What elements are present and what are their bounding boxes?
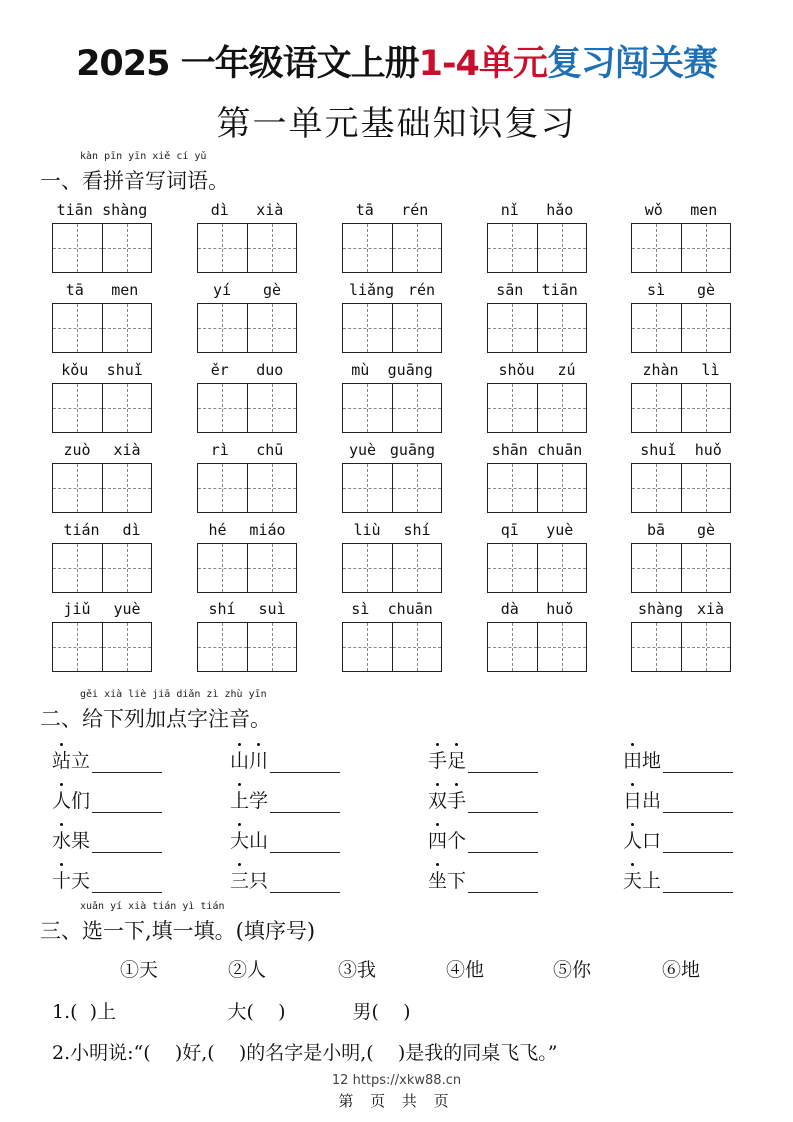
writing-boxes[interactable] bbox=[487, 543, 587, 593]
pinyin-syllable: tā bbox=[65, 281, 84, 299]
answer-blank[interactable] bbox=[270, 874, 340, 893]
writing-boxes[interactable] bbox=[342, 223, 442, 273]
pinyin-syllable: liù bbox=[353, 521, 381, 539]
pinyin-label bbox=[487, 600, 587, 618]
title-part3: 复习闯关赛 bbox=[546, 44, 717, 84]
pinyin-label bbox=[342, 281, 442, 299]
pinyin-label bbox=[631, 441, 731, 459]
writing-box[interactable] bbox=[198, 224, 248, 272]
word-char: 们 bbox=[71, 790, 91, 812]
answer-blank[interactable] bbox=[663, 794, 733, 813]
pinyin-syllable: men bbox=[690, 201, 718, 219]
writing-boxes[interactable] bbox=[631, 622, 731, 672]
writing-box[interactable] bbox=[248, 544, 297, 592]
word-char: 手 bbox=[447, 786, 466, 813]
word-item bbox=[623, 866, 733, 893]
writing-box[interactable] bbox=[53, 464, 103, 512]
pinyin-syllable: mù bbox=[351, 361, 370, 379]
writing-boxes[interactable] bbox=[197, 383, 297, 433]
word-char: 大 bbox=[230, 826, 249, 853]
writing-box[interactable] bbox=[53, 384, 103, 432]
pinyin-syllable: yí bbox=[212, 281, 232, 299]
pinyin-syllable: sì bbox=[646, 281, 666, 299]
pinyin-label bbox=[487, 281, 587, 299]
writing-box[interactable] bbox=[393, 304, 442, 352]
word-char: 川 bbox=[249, 746, 268, 773]
pinyin-syllable: nǐ bbox=[500, 201, 519, 219]
writing-box[interactable] bbox=[682, 623, 731, 671]
pinyin-label bbox=[197, 361, 297, 379]
pinyin-syllable: suì bbox=[258, 600, 286, 618]
pinyin-syllable: hé bbox=[208, 521, 227, 539]
pinyin-syllable: shàng bbox=[637, 600, 684, 618]
footer-page: 第 页 共 页 bbox=[338, 1092, 455, 1110]
writing-box[interactable] bbox=[198, 544, 248, 592]
pinyin-syllable: hǎo bbox=[546, 201, 574, 219]
pinyin-syllable: gè bbox=[262, 281, 282, 299]
pinyin-syllable: rì bbox=[210, 441, 229, 459]
writing-box[interactable] bbox=[538, 464, 587, 512]
writing-box[interactable] bbox=[488, 384, 538, 432]
pinyin-label bbox=[631, 521, 731, 539]
word-item bbox=[428, 786, 538, 813]
word-item bbox=[623, 746, 733, 773]
writing-box[interactable] bbox=[343, 224, 393, 272]
writing-boxes[interactable] bbox=[631, 383, 731, 433]
answer-blank[interactable] bbox=[468, 874, 538, 893]
writing-box[interactable] bbox=[103, 464, 152, 512]
pinyin-syllable: men bbox=[111, 281, 139, 299]
writing-box[interactable] bbox=[198, 384, 248, 432]
writing-boxes[interactable] bbox=[487, 463, 587, 513]
pinyin-label bbox=[197, 441, 297, 459]
writing-box[interactable] bbox=[538, 623, 587, 671]
section1-heading: 一、看拼音写词语。 bbox=[40, 169, 229, 193]
word-char: 人 bbox=[52, 786, 71, 813]
pinyin-syllable: miáo bbox=[249, 521, 286, 539]
writing-box[interactable] bbox=[393, 464, 442, 512]
writing-box[interactable] bbox=[632, 304, 682, 352]
question-1 bbox=[52, 997, 411, 1024]
answer-blank[interactable] bbox=[92, 834, 162, 853]
pinyin-syllable: shuǐ bbox=[106, 361, 143, 379]
writing-box[interactable] bbox=[488, 224, 538, 272]
pinyin-syllable: jiǔ bbox=[63, 600, 91, 618]
word-char: 个 bbox=[447, 830, 467, 852]
word-char: 水 bbox=[52, 826, 71, 853]
word-char: 上 bbox=[230, 786, 249, 813]
pinyin-syllable: yuè bbox=[546, 521, 574, 539]
pinyin-label bbox=[197, 201, 297, 219]
writing-box[interactable] bbox=[393, 384, 442, 432]
writing-box[interactable] bbox=[343, 304, 393, 352]
writing-box[interactable] bbox=[103, 304, 152, 352]
word-item bbox=[230, 866, 340, 893]
pinyin-syllable: huǒ bbox=[546, 600, 574, 618]
word-char: 学 bbox=[249, 790, 269, 812]
writing-boxes[interactable] bbox=[631, 223, 731, 273]
section2-ruby: gěi xià liè jiā diǎn zì zhù yīn bbox=[80, 689, 267, 700]
pinyin-syllable: guāng bbox=[389, 441, 436, 459]
option-item: ⑥地 bbox=[662, 959, 701, 981]
pinyin-label bbox=[52, 361, 152, 379]
writing-boxes[interactable] bbox=[52, 463, 152, 513]
writing-boxes[interactable] bbox=[197, 543, 297, 593]
pinyin-syllable: tián bbox=[63, 521, 100, 539]
pinyin-label bbox=[342, 441, 442, 459]
writing-box[interactable] bbox=[53, 623, 103, 671]
writing-box[interactable] bbox=[198, 304, 248, 352]
answer-blank[interactable] bbox=[468, 834, 538, 853]
writing-box[interactable] bbox=[198, 623, 248, 671]
page-subtitle: 第一单元基础知识复习 bbox=[216, 104, 577, 144]
pinyin-syllable: zú bbox=[557, 361, 576, 379]
pinyin-syllable: chū bbox=[256, 441, 284, 459]
pinyin-label bbox=[52, 521, 152, 539]
writing-boxes[interactable] bbox=[52, 622, 152, 672]
writing-box[interactable] bbox=[103, 384, 152, 432]
word-char: 双 bbox=[428, 786, 447, 813]
writing-box[interactable] bbox=[682, 544, 731, 592]
word-item bbox=[428, 826, 538, 853]
pinyin-syllable: shí bbox=[208, 600, 236, 618]
writing-box[interactable] bbox=[248, 304, 297, 352]
writing-boxes[interactable] bbox=[52, 303, 152, 353]
word-item bbox=[52, 826, 162, 853]
writing-box[interactable] bbox=[198, 464, 248, 512]
pinyin-syllable: shí bbox=[403, 521, 431, 539]
page-title bbox=[0, 36, 793, 86]
pinyin-label bbox=[197, 600, 297, 618]
writing-boxes[interactable] bbox=[342, 543, 442, 593]
answer-blank[interactable] bbox=[92, 754, 162, 773]
writing-box[interactable] bbox=[488, 544, 538, 592]
pinyin-syllable: dì bbox=[210, 201, 229, 219]
word-char: 人 bbox=[623, 826, 642, 853]
pinyin-syllable: tā bbox=[355, 201, 374, 219]
writing-box[interactable] bbox=[632, 384, 682, 432]
pinyin-syllable: xià bbox=[113, 441, 141, 459]
option-item: ③我 bbox=[338, 959, 377, 981]
pinyin-syllable: dì bbox=[122, 521, 141, 539]
question-2: 2.小明说:“( )好,( )的名字是小明,( )是我的同桌飞飞。” bbox=[52, 1042, 558, 1064]
option-item: ①天 bbox=[120, 959, 159, 981]
writing-boxes[interactable] bbox=[631, 463, 731, 513]
section3-heading: 三、选一下,填一填。(填序号) bbox=[40, 919, 316, 943]
pinyin-syllable: sì bbox=[351, 600, 370, 618]
pinyin-syllable: shān bbox=[491, 441, 528, 459]
writing-box[interactable] bbox=[248, 224, 297, 272]
writing-boxes[interactable] bbox=[197, 223, 297, 273]
word-char: 坐 bbox=[428, 866, 447, 893]
pinyin-syllable: chuān bbox=[537, 441, 583, 459]
writing-box[interactable] bbox=[248, 464, 297, 512]
pinyin-label bbox=[52, 600, 152, 618]
word-item bbox=[230, 746, 340, 773]
word-item bbox=[52, 746, 162, 773]
pinyin-syllable: shàng bbox=[102, 201, 148, 219]
q1-c: 男( ) bbox=[352, 1001, 411, 1023]
writing-box[interactable] bbox=[103, 224, 152, 272]
writing-boxes[interactable] bbox=[487, 383, 587, 433]
writing-box[interactable] bbox=[632, 224, 682, 272]
writing-box[interactable] bbox=[538, 224, 587, 272]
option-item: ⑤你 bbox=[553, 959, 592, 981]
writing-boxes[interactable] bbox=[197, 622, 297, 672]
word-item bbox=[230, 826, 340, 853]
pinyin-syllable: huǒ bbox=[694, 441, 722, 459]
pinyin-label bbox=[342, 361, 442, 379]
writing-box[interactable] bbox=[682, 224, 731, 272]
option-item: ②人 bbox=[228, 959, 267, 981]
word-item bbox=[428, 746, 538, 773]
word-char: 天 bbox=[623, 866, 642, 893]
pinyin-label bbox=[487, 441, 587, 459]
pinyin-label bbox=[342, 600, 442, 618]
option-item: ④他 bbox=[446, 959, 485, 981]
pinyin-syllable: lì bbox=[701, 361, 720, 379]
writing-box[interactable] bbox=[53, 544, 103, 592]
writing-box[interactable] bbox=[682, 304, 731, 352]
word-char: 只 bbox=[249, 870, 269, 892]
writing-box[interactable] bbox=[393, 544, 442, 592]
pinyin-label bbox=[197, 281, 297, 299]
word-char: 田 bbox=[623, 746, 642, 773]
pinyin-syllable: chuān bbox=[387, 600, 433, 618]
writing-boxes[interactable] bbox=[631, 543, 731, 593]
word-item bbox=[623, 826, 733, 853]
word-char: 三 bbox=[230, 866, 249, 893]
writing-box[interactable] bbox=[393, 623, 442, 671]
writing-boxes[interactable] bbox=[342, 303, 442, 353]
pinyin-syllable: liǎng bbox=[348, 281, 395, 299]
writing-boxes[interactable] bbox=[197, 463, 297, 513]
pinyin-syllable: zuò bbox=[63, 441, 91, 459]
answer-blank[interactable] bbox=[92, 794, 162, 813]
q1-num: 1.( bbox=[52, 1001, 78, 1023]
answer-blank[interactable] bbox=[663, 754, 733, 773]
pinyin-syllable: rén bbox=[407, 281, 436, 299]
word-char: 日 bbox=[623, 786, 642, 813]
title-part2: 1-4单元 bbox=[418, 44, 547, 84]
word-char: 足 bbox=[447, 746, 466, 773]
pinyin-label bbox=[631, 201, 731, 219]
answer-blank[interactable] bbox=[270, 794, 340, 813]
section2-heading: 二、给下列加点字注音。 bbox=[40, 707, 271, 731]
writing-box[interactable] bbox=[538, 384, 587, 432]
word-item bbox=[52, 866, 162, 893]
answer-blank[interactable] bbox=[92, 874, 162, 893]
writing-box[interactable] bbox=[343, 623, 393, 671]
word-char: 四 bbox=[428, 826, 447, 853]
word-char: 地 bbox=[642, 750, 662, 772]
writing-boxes[interactable] bbox=[52, 223, 152, 273]
word-item bbox=[623, 786, 733, 813]
answer-blank[interactable] bbox=[468, 794, 538, 813]
writing-box[interactable] bbox=[248, 623, 297, 671]
pinyin-label bbox=[342, 521, 442, 539]
pinyin-label bbox=[631, 600, 731, 618]
writing-box[interactable] bbox=[538, 304, 587, 352]
writing-box[interactable] bbox=[343, 384, 393, 432]
pinyin-syllable: guāng bbox=[387, 361, 433, 379]
writing-boxes[interactable] bbox=[342, 383, 442, 433]
word-char: 手 bbox=[428, 746, 447, 773]
answer-blank[interactable] bbox=[270, 834, 340, 853]
pinyin-syllable: gè bbox=[696, 281, 716, 299]
writing-boxes[interactable] bbox=[342, 622, 442, 672]
writing-box[interactable] bbox=[632, 623, 682, 671]
word-char: 果 bbox=[71, 830, 91, 852]
writing-box[interactable] bbox=[488, 623, 538, 671]
writing-boxes[interactable] bbox=[487, 303, 587, 353]
pinyin-syllable: xià bbox=[256, 201, 284, 219]
writing-box[interactable] bbox=[343, 464, 393, 512]
word-char: 十 bbox=[52, 866, 71, 893]
pinyin-syllable: gè bbox=[696, 521, 716, 539]
q1-b: 大( ) bbox=[227, 1001, 286, 1023]
pinyin-syllable: yuè bbox=[348, 441, 377, 459]
writing-box[interactable] bbox=[103, 623, 152, 671]
pinyin-syllable: xià bbox=[696, 600, 725, 618]
answer-blank[interactable] bbox=[663, 874, 733, 893]
pinyin-label bbox=[52, 201, 152, 219]
writing-boxes[interactable] bbox=[342, 463, 442, 513]
pinyin-syllable: duo bbox=[256, 361, 284, 379]
word-char: 立 bbox=[71, 750, 91, 772]
title-part1: 2025 一年级语文上册 bbox=[76, 44, 419, 84]
pinyin-syllable: ěr bbox=[210, 361, 229, 379]
writing-box[interactable] bbox=[248, 384, 297, 432]
pinyin-syllable: bā bbox=[646, 521, 666, 539]
pinyin-syllable: shǒu bbox=[498, 361, 535, 379]
pinyin-label bbox=[487, 201, 587, 219]
answer-blank[interactable] bbox=[270, 754, 340, 773]
word-char: 出 bbox=[642, 790, 662, 812]
section3-ruby: xuǎn yí xià tián yì tián bbox=[80, 901, 225, 912]
writing-boxes[interactable] bbox=[197, 303, 297, 353]
pinyin-syllable: yuè bbox=[113, 600, 141, 618]
pinyin-label bbox=[52, 441, 152, 459]
word-item bbox=[230, 786, 340, 813]
writing-boxes[interactable] bbox=[631, 303, 731, 353]
pinyin-syllable: wǒ bbox=[644, 201, 663, 219]
writing-box[interactable] bbox=[488, 304, 538, 352]
answer-blank[interactable] bbox=[468, 754, 538, 773]
pinyin-label bbox=[631, 361, 731, 379]
pinyin-syllable: dà bbox=[500, 600, 519, 618]
pinyin-label bbox=[487, 361, 587, 379]
word-char: 上 bbox=[642, 870, 662, 892]
writing-box[interactable] bbox=[488, 464, 538, 512]
pinyin-syllable: sān bbox=[496, 281, 524, 299]
section1-ruby: kàn pīn yīn xiě cí yǔ bbox=[80, 151, 207, 162]
pinyin-label bbox=[197, 521, 297, 539]
pinyin-syllable: tiān bbox=[56, 201, 93, 219]
writing-box[interactable] bbox=[53, 224, 103, 272]
pinyin-label bbox=[631, 281, 731, 299]
word-char: 站 bbox=[52, 746, 71, 773]
writing-box[interactable] bbox=[538, 544, 587, 592]
pinyin-label bbox=[487, 521, 587, 539]
writing-boxes[interactable] bbox=[52, 383, 152, 433]
writing-box[interactable] bbox=[343, 544, 393, 592]
word-char: 天 bbox=[71, 870, 91, 892]
pinyin-label bbox=[342, 201, 442, 219]
q1-a: )上 bbox=[77, 1001, 117, 1023]
writing-box[interactable] bbox=[393, 224, 442, 272]
word-char: 山 bbox=[230, 746, 249, 773]
writing-box[interactable] bbox=[682, 464, 731, 512]
pinyin-label bbox=[52, 281, 152, 299]
word-char: 山 bbox=[249, 830, 269, 852]
pinyin-syllable: kǒu bbox=[61, 361, 89, 379]
word-item bbox=[428, 866, 538, 893]
pinyin-syllable: qī bbox=[500, 521, 519, 539]
pinyin-syllable: zhàn bbox=[642, 361, 679, 379]
writing-box[interactable] bbox=[632, 464, 682, 512]
writing-box[interactable] bbox=[53, 304, 103, 352]
pinyin-syllable: rén bbox=[401, 201, 429, 219]
writing-box[interactable] bbox=[632, 544, 682, 592]
word-char: 口 bbox=[642, 830, 662, 852]
word-item bbox=[52, 786, 162, 813]
word-char: 下 bbox=[447, 870, 467, 892]
footer-url: 12 https://xkw88.cn bbox=[331, 1073, 462, 1088]
pinyin-syllable: tiān bbox=[541, 281, 578, 299]
writing-box[interactable] bbox=[103, 544, 152, 592]
pinyin-syllable: shuǐ bbox=[640, 441, 677, 459]
answer-blank[interactable] bbox=[663, 834, 733, 853]
writing-boxes[interactable] bbox=[487, 223, 587, 273]
writing-box[interactable] bbox=[682, 384, 731, 432]
writing-boxes[interactable] bbox=[52, 543, 152, 593]
writing-boxes[interactable] bbox=[487, 622, 587, 672]
